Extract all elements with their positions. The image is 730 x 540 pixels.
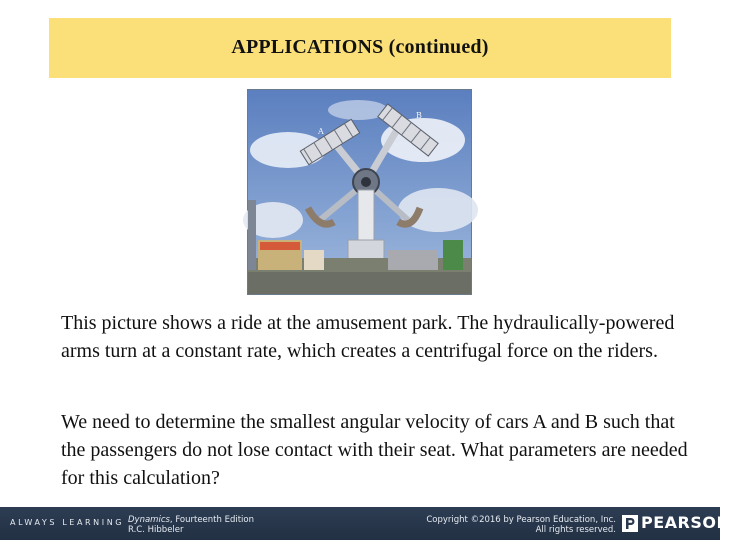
book-edition: , Fourteenth Edition xyxy=(169,515,255,525)
footer-bar xyxy=(0,507,730,540)
pearson-wordmark: PEARSON xyxy=(641,513,730,532)
book-citation xyxy=(128,515,254,535)
always-learning-brand: ALWAYS LEARNING xyxy=(10,518,125,527)
car-b-label: B xyxy=(416,111,422,120)
copyright-line-1: Copyright ©2016 by Pearson Education, Inc. xyxy=(426,515,616,525)
car-a-label: A xyxy=(318,127,324,136)
book-author: R.C. Hibbeler xyxy=(128,525,184,535)
slide-title: APPLICATIONS (continued) xyxy=(231,35,489,58)
title-band xyxy=(49,18,671,78)
paragraph-problem-statement: We need to determine the smallest angular velocity of cars A and B such that the passengers do not lose contact with their seat. What parameters are needed for this calculation? xyxy=(61,411,688,489)
amusement-ride-photo xyxy=(247,89,472,295)
book-title: Dynamics xyxy=(128,515,170,525)
paragraph-ride-description: This picture shows a ride at the amusement park. The hydraulically-powered arms turn at a constant rate, which creates a centrifugal force on the riders. xyxy=(61,312,675,362)
copyright-line-2: All rights reserved. xyxy=(535,525,616,535)
copyright-notice xyxy=(426,515,616,535)
pearson-logo-icon xyxy=(622,515,638,532)
